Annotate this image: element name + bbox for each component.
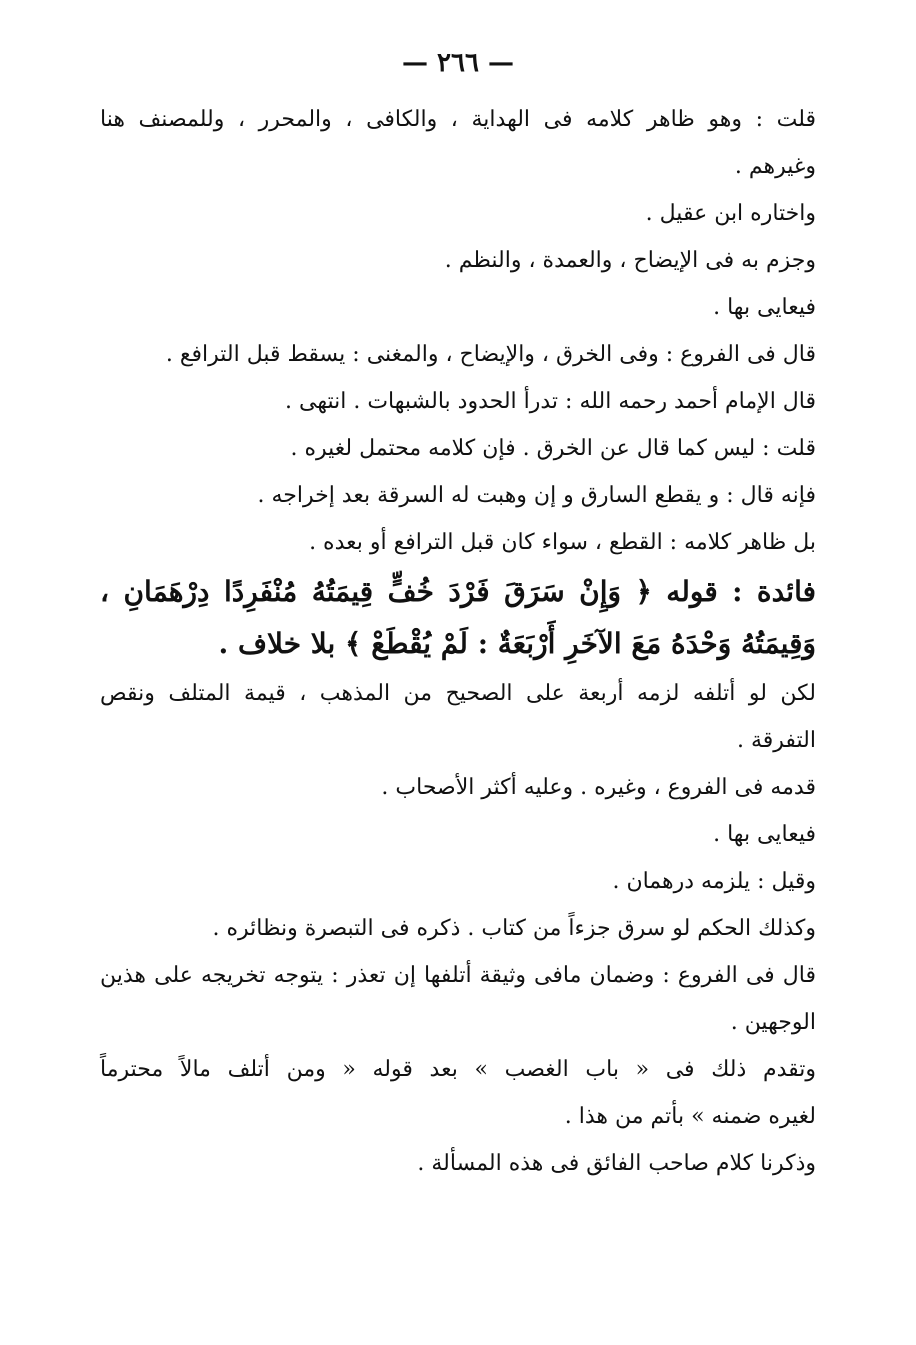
- text-line: قال فى الفروع : وضمان مافى وثيقة أتلفها إن تعذر : يتوجه تخريجه على هذين: [100, 963, 816, 988]
- text-line: قلت : ليس كما قال عن الخرق . فإن كلامه محتمل لغيره .: [290, 436, 816, 461]
- text-line: قدمه فى الفروع ، وغيره . وعليه أكثر الأصحاب .: [381, 775, 816, 800]
- text-line: وَقِيمَتُهُ وَحْدَهُ مَعَ الآخَرِ أَرْبَعَةٌ : لَمْ يُقْطَعْ ﴾ بلا خلاف .: [218, 627, 816, 660]
- text-line: وجزم به فى الإيضاح ، والعمدة ، والنظم .: [444, 248, 816, 273]
- text-line: بل ظاهر كلامه : القطع ، سواء كان قبل الترافع أو بعده .: [309, 530, 816, 555]
- text-line: لكن لو أتلفه لزمه أربعة على الصحيح من المذهب ، قيمة المتلف ونقص: [100, 681, 816, 706]
- text-line: واختاره ابن عقيل .: [645, 201, 816, 226]
- text-line: فيعايى بها .: [713, 295, 816, 320]
- text-line: وكذلك الحكم لو سرق جزءاً من كتاب . ذكره فى التبصرة ونظائره .: [212, 916, 816, 941]
- text-line: التفرقة .: [736, 728, 816, 753]
- text-line: لغيره ضمنه » بأتم من هذا .: [564, 1104, 816, 1129]
- body-text: [100, 96, 816, 1187]
- text-line: وقيل : يلزمه درهمان .: [612, 869, 816, 894]
- text-line: فيعايى بها .: [713, 822, 816, 847]
- text-line: قلت : وهو ظاهر كلامه فى الهداية ، والكافى ، والمحرر ، وللمصنف هنا: [100, 107, 816, 132]
- text-line: قال الإمام أحمد رحمه الله : تدرأ الحدود بالشبهات . انتهى .: [285, 389, 816, 414]
- text-line: فإنه قال : و يقطع السارق و إن وهبت له السرقة بعد إخراجه .: [257, 483, 816, 508]
- text-line: وذكرنا كلام صاحب الفائق فى هذه المسألة .: [417, 1151, 816, 1176]
- page-number: — ٢٦٦ —: [401, 48, 515, 78]
- text-line: الوجهين .: [730, 1010, 816, 1035]
- text-line: وتقدم ذلك فى « باب الغصب » بعد قوله « ومن أتلف مالاً محترماً: [100, 1057, 816, 1082]
- text-line: وغيرهم .: [734, 154, 816, 179]
- text-line: قال فى الفروع : وفى الخرق ، والإيضاح ، والمغنى : يسقط قبل الترافع .: [165, 342, 816, 367]
- text-line: فائدة : قوله ﴿ وَإِنْ سَرَقَ فَرْدَ خُفٍّ قِيمَتُهُ مُنْفَرِدًا دِرْهَمَانِ ،: [100, 575, 816, 608]
